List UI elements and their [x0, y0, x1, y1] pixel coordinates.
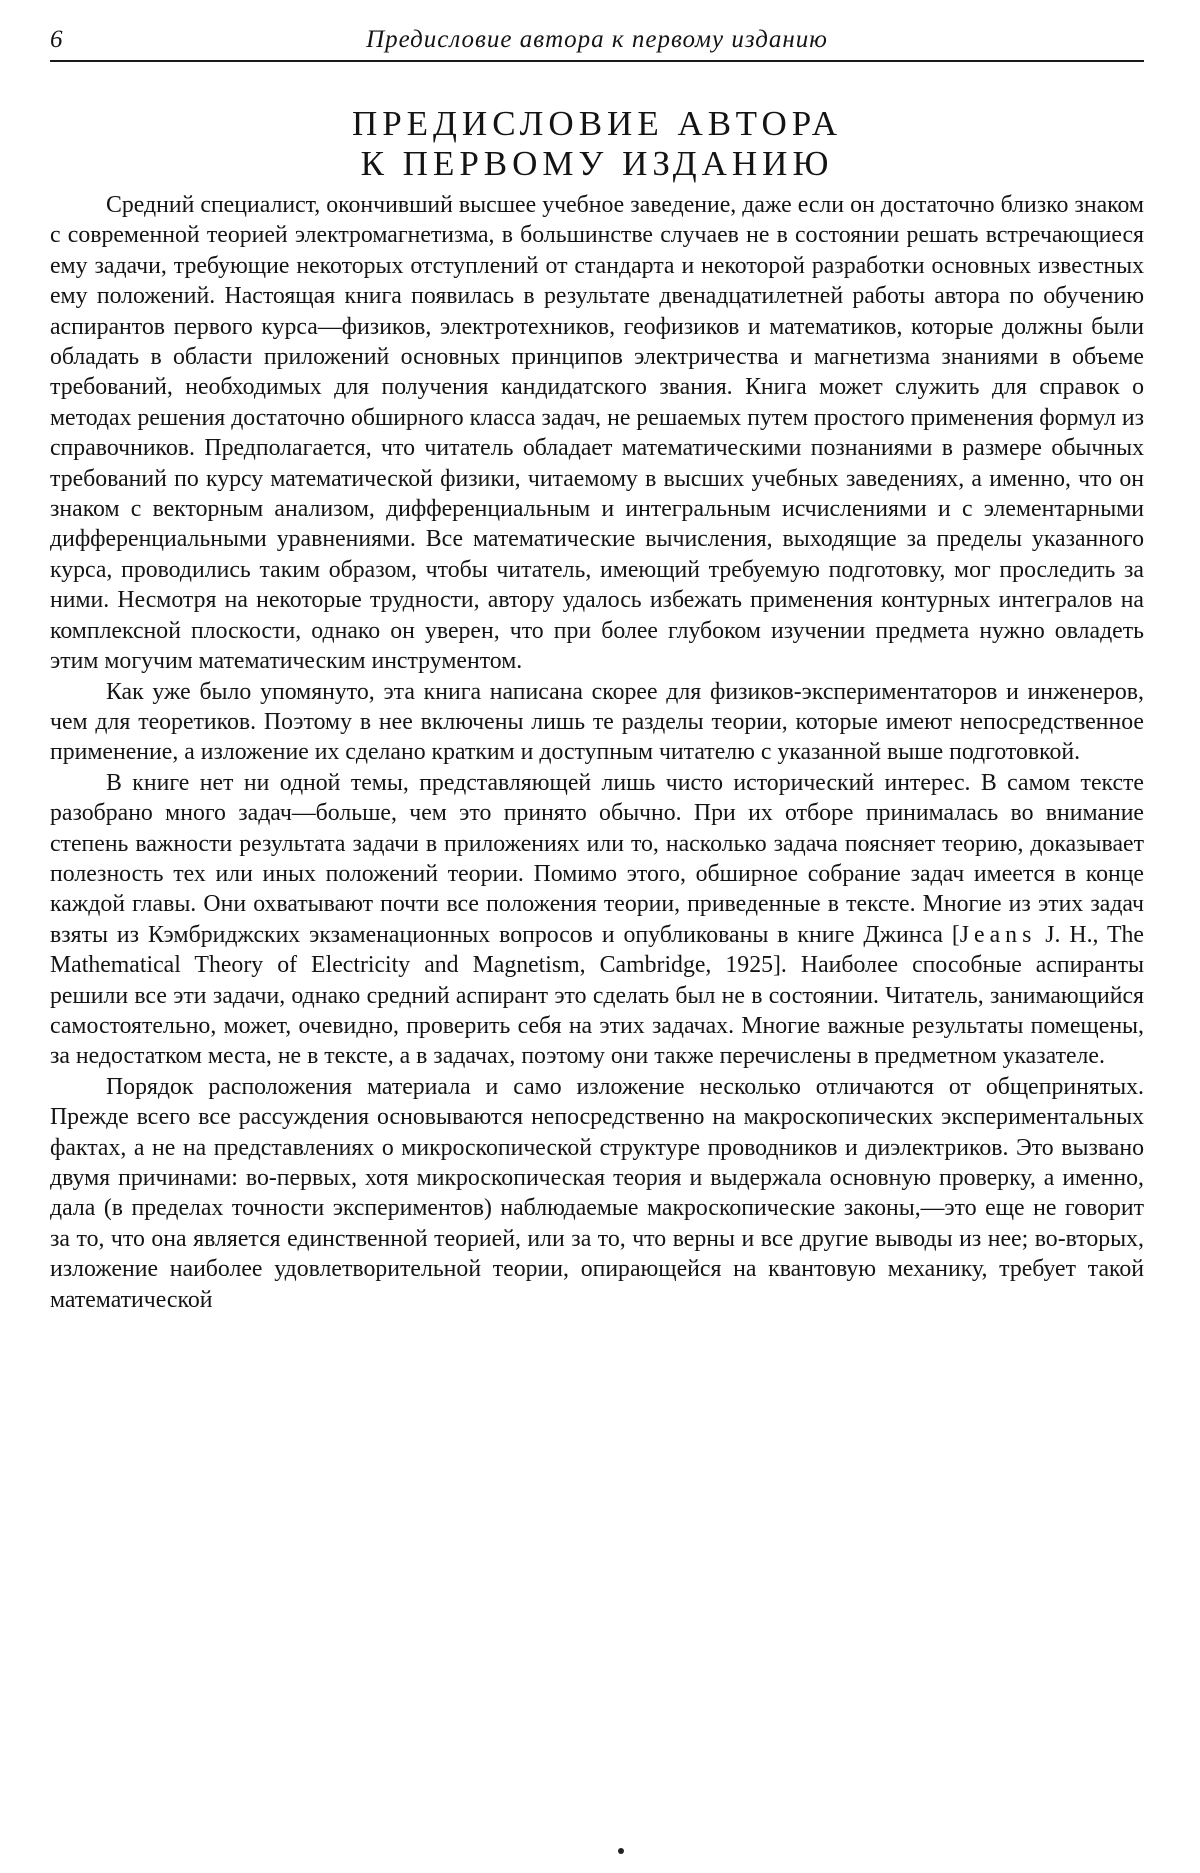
body-text — [50, 190, 1144, 1315]
paragraph-2: Как уже было упомянуто, эта книга написана скорее для физиков-экспериментаторов и инженеров, чем для теоретиков. Поэтому в нее включены лишь те разделы теории, которые имеют непосредственное применение, а изложение их сделано кратким и доступным читателю с указанной выше подготовкой. — [50, 678, 1144, 766]
paragraph-1: Средний специалист, окончивший высшее учебное заведение, даже если он достаточно близко знаком с современной теорией электромагнетизма, в большинстве случаев не в состоянии решать встречающиеся ему задачи, требующие некоторых отступлений от стандарта и некоторой разработки основных известных ему положений. Настоящая книга появилась в результате двенадцатилетней работы автора по обучению аспирантов первого курса—физиков, электротехников, геофизиков и математиков, которые должны были обладать в области приложений основных принципов электричества и магнетизма знаниями в объеме требований, необходимых для получения кандидатского звания. Книга может служить для справок о методах решения достаточно обширного класса задач, не решаемых путем простого применения формул из справочников. Предполагается, что читатель обладает математическими познаниями в размере обычных требований по курсу математической физики, читаемому в высших учебных заведениях, а именно, что он знаком с векторным анализом, дифференциальным и интегральным исчислениями и с элементарными дифференциальными уравнениями. Все математические вычисления, выходящие за пределы указанного курса, проводились таким образом, чтобы читатель, имеющий требуемую подготовку, мог проследить за ними. Несмотря на некоторые трудности, автору удалось избежать применения контурных интегралов на комплексной плоскости, однако он уверен, что при более глубоком изучении предмета нужно овладеть этим могучим математическим инструментом. — [50, 192, 1144, 675]
page-number: 6 — [50, 26, 63, 53]
page — [50, 20, 1144, 1315]
chapter-title — [50, 104, 1144, 184]
paragraph-3 — [50, 768, 1144, 1072]
paragraph-3-part-1: В книге нет ни одной темы, представляющей лишь чисто исторический интерес. В самом тексте разобрано много задач—больше, чем это принято обычно. При их отборе принималась во внимание степень важности результата задачи в приложениях или то, насколько задача поясняет теорию, доказывает полезность тех или иных положений теории. Помимо этого, обширное собрание задач имеется в конце каждой главы. Они охватывают почти все положения теории, приведенные в тексте. Многие из этих задач взяты из Кэмбриджских экзаменационных вопросов и опубликованы в книге Джинса [ — [50, 769, 1144, 948]
scan-speck — [618, 1848, 624, 1854]
chapter-title-line-1: ПРЕДИСЛОВИЕ АВТОРА — [351, 104, 843, 143]
paragraph-4: Порядок расположения материала и само изложение несколько отличаются от общепринятых. Прежде всего все рассуждения основываются непосредственно на макроскопических экспериментальных фактах, а не на представлениях о микроскопической структуре проводников и диэлектриков. Это вызвано двумя причинами: во-первых, хотя микроскопическая теория и выдержала основную проверку, а именно, дала (в пределах точности экспериментов) наблюдаемые макроскопические законы,—это еще не говорит за то, что она является единственной теорией, или за то, что верны и все другие выводы из нее; во-вторых, изложение наиболее удовлетворительной теории, опирающейся на квантовую механику, требует такой математической — [50, 1073, 1144, 1313]
running-head — [50, 20, 1144, 62]
cited-author: Jeans — [959, 921, 1037, 948]
chapter-title-line-2: К ПЕРВОМУ ИЗДАНИЮ — [360, 144, 834, 183]
running-title: Предисловие автора к первому изданию — [366, 26, 828, 53]
paragraph-3-part-2: J. H., The Mathematical Theory of Electricity and Magnetism, Cambridge, 1925]. Наиболее способные аспиранты решили все эти задачи, однако средний аспирант это сделать был не в состоянии. Читатель, занимающийся самостоятельно, может, очевидно, проверить себя на этих задачах. Многие важные результаты помещены, за недостатком места, не в тексте, а в задачах, поэтому они также перечислены в предметном указателе. — [50, 921, 1144, 1070]
